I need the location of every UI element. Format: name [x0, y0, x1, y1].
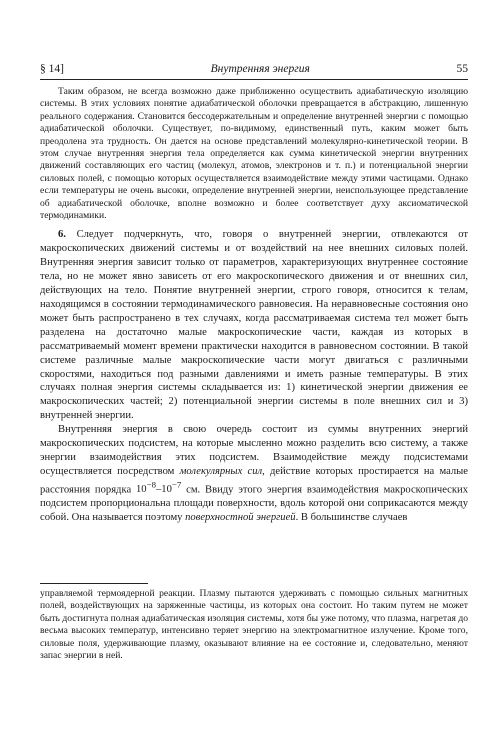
page-number: 55 [456, 63, 468, 75]
footnote [40, 588, 468, 662]
section-6-p1-text: Следует подчеркнуть, что, говоря о внутренней энергии, отвлекаются от макроскопических движений системы и от воздействий на нее внешних силовых полей. Внутренняя энергия зависит только от параметров, характеризующих внутреннее состояние тела, но не может явно зависеть от его макроскопического движения и от внешних сил, действующих на тело. Понятие внутренней энергии, строго говоря, относится к телам, находящимся в состоянии термодинамического равновесия. На неравновесные состояния оно может быть распространено в тех случаях, когда рассматриваемая система тел может быть разделена на достаточно малые макроскопические части, каждая из которых в рассматриваемый момент времени практически находится в равновесном состоянии. В такой системе различные малые макроскопические части могут двигаться с различными скоростями, находиться под разными давлениями и иметь разные температуры. В этих случаях полная энергия системы складывается из: 1) кинетической энергии движения ее макроскопических частей; 2) потенциальной энергии системы в поле внешних сил и 3) внутренней энергии. [40, 229, 468, 422]
range-base-b: 10 [161, 484, 172, 496]
section-marker: § 14] [40, 63, 64, 75]
range-exp-a: −8 [146, 479, 156, 490]
p2-text-d: . В большинстве случаев [295, 512, 408, 524]
footnote-rule [40, 583, 148, 584]
range-dash: – [156, 484, 162, 496]
section-6-paragraph-2 [40, 423, 468, 525]
range-formula [136, 479, 182, 496]
term-molecular-forces: молекулярных сил [179, 465, 263, 477]
p2-text-c: см. Ввиду этого энергия взаимодействия макроскопических подсистем пропорциональна площади поверхности, вдоль которой они соприкасаются между собой. Она называется поэтому [40, 484, 468, 524]
section-6-number: 6. [58, 229, 66, 241]
range-exp-b: −7 [171, 479, 182, 490]
running-header [40, 62, 468, 76]
running-title: Внутренняя энергия [210, 63, 310, 75]
intro-paragraph: Таким образом, не всегда возможно даже приближенно осуществить адиабатическую изоляцию системы. В этих условиях понятие адиабатической оболочки превращается в абстракцию, лишенную реального содержания. Становится бессодержательным и определение внутренней энергии с помощью адиабатической оболочки. Существует, по-видимому, единственный путь, каким может быть преодолена эта трудность. Он дается на основе представлений молекулярно-кинетической теории. В этом случае внутренняя энергия тела определяется как сумма кинетической энергии внутренних движений составляющих его частиц (молекул, атомов, электронов и т. п.) и потенциальной энергии силовых полей, с помощью которых осуществляется взаимодействие между этими частицами. Однако если температуры не очень высоки, определение внутренней энергии, неиспользующее представление об адиабатической оболочке, вполне возможно и более соответствует духу аксиоматической термодинамики. [40, 86, 468, 222]
page-body [40, 86, 468, 525]
range-base-a: 10 [136, 484, 147, 496]
section-6-paragraph-1 [40, 228, 468, 423]
p2-text-b: , действие которых простирается на малые расстояния порядка [40, 465, 468, 496]
header-rule [40, 79, 468, 80]
term-surface-energy: поверхностной энергией [185, 512, 296, 524]
footnote-text: управляемой термоядерной реакции. Плазму пытаются удерживать с помощью сильных магнитных полей, воздействующих на заряженные частицы, из которых она состоит. Но таким путем не может быть достигнута полная адиабатическая изоляция системы, хотя бы уже потому, что плазма, нагретая до весьма высоких температур, интенсивно теряет энергию на электромагнитное излучение. Кроме того, силовые поля, удерживающие плазму, оказывают влияние на ее состояние и, следовательно, меняют запас энергии в ней. [40, 588, 468, 662]
p2-text-a: Внутренняя энергия в свою очередь состоит из суммы внутренних энергий макроскопических подсистем, на которые мысленно можно разделить всю систему, а также энергии взаимодействия этих подсистем. Взаимодействие между подсистемами осуществляется посредством [40, 424, 468, 477]
